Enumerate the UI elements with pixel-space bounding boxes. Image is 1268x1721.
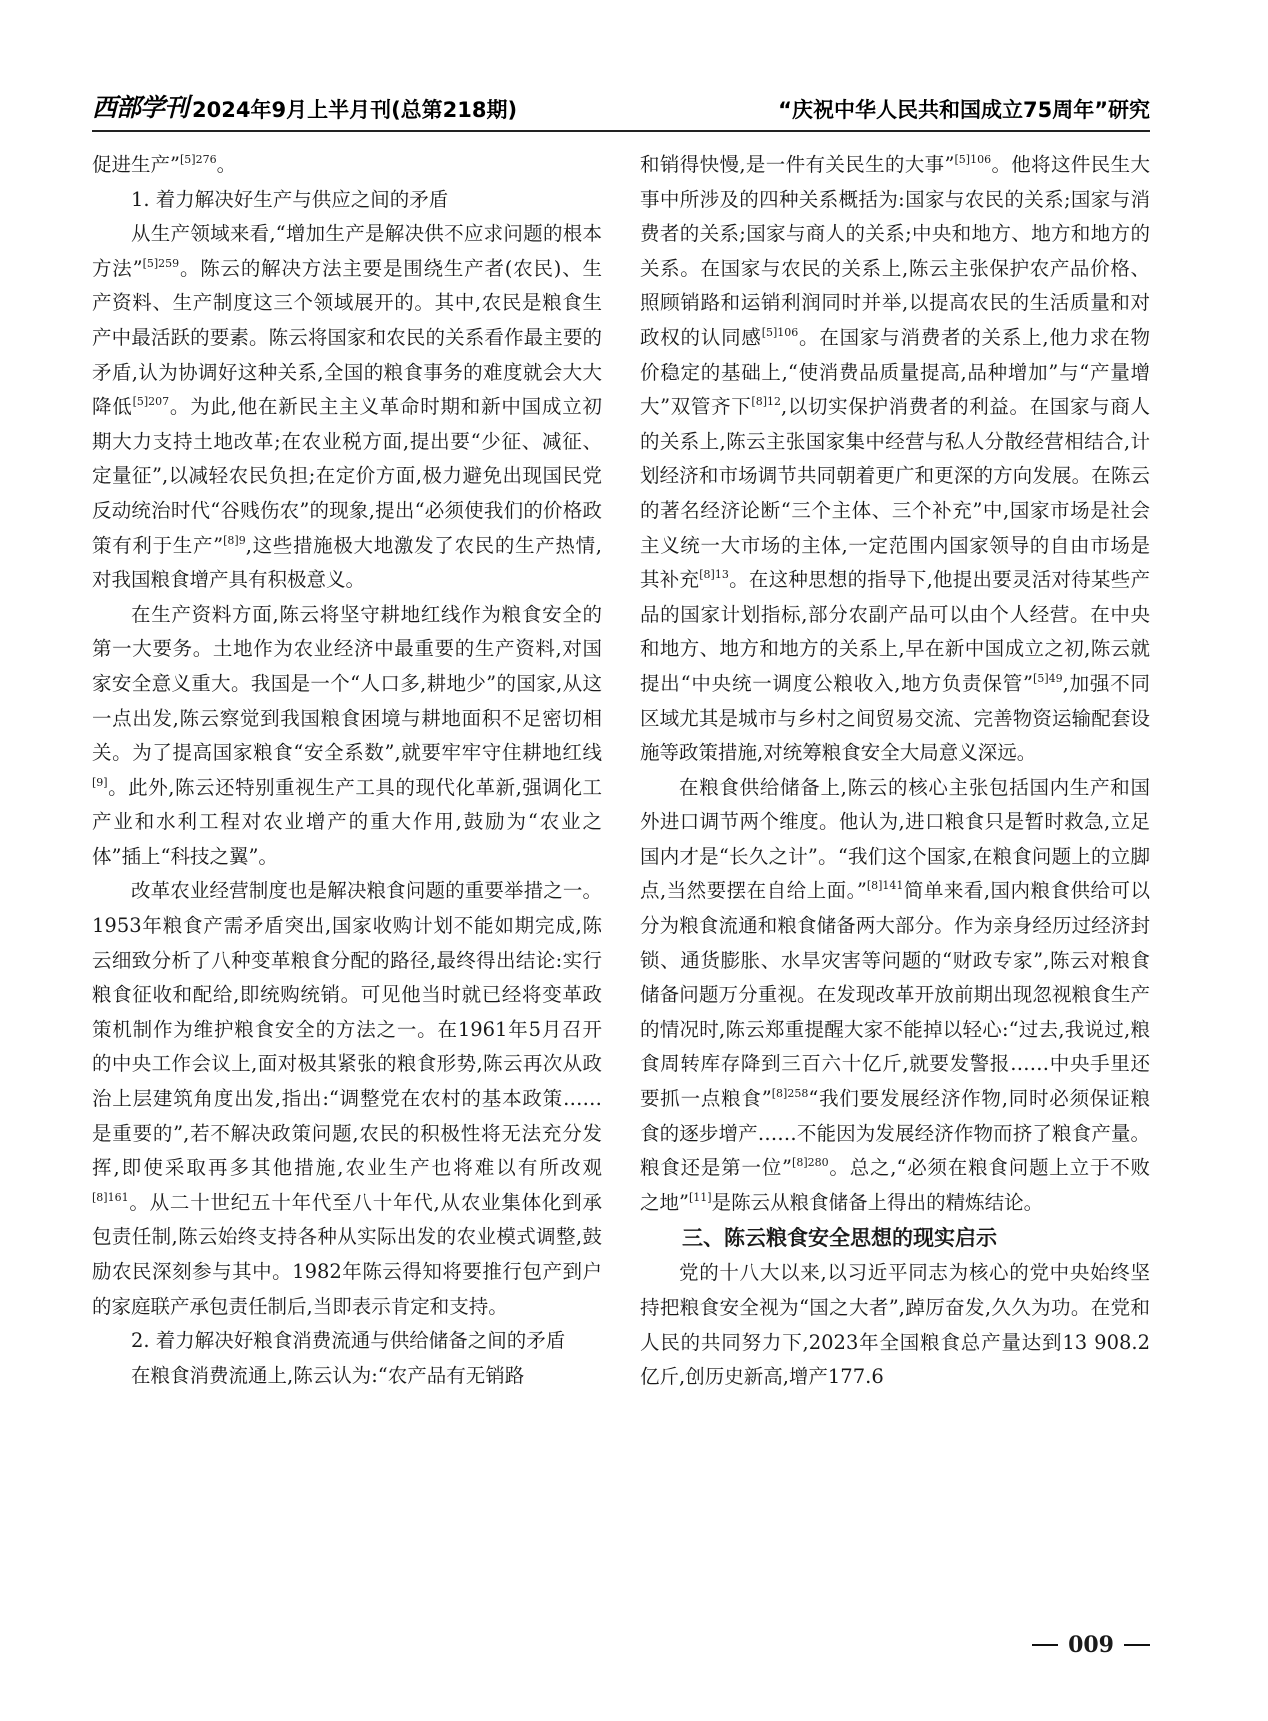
subheading: 1. 着力解决好生产与供应之间的矛盾 — [131, 187, 449, 211]
page-dash-right — [1124, 1644, 1150, 1646]
page-dash-left — [1032, 1644, 1058, 1646]
paragraph: 在粮食供给储备上,陈云的核心主张包括国内生产和国外进口调节两个维度。他认为,进口粮食只是暂时救急,立足国内才是“长久之计”。“我们这个国家,在粮食问题上的立脚点,当然要摆在自给上面。”$^{[8]141}$简单来看,国内粮食供给可以分为粮食流通和粮食储备两大部分。作为亲身经历过经济封锁、通货膨胀、水旱灾害等问题的“财政专家”,陈云对粮食储备问题万分重视。在发现改革开放前期出现忽视粮食生产的情况时,陈云郑重提醒大家不能掉以轻心:“过去,我说过,粮食周转库存降到三百六十亿斤,就要发警报……中央手里还要抓一点粮食”$^{[8]258}$“我们要发展经济作物,同时必须保证粮食的逐步增产……不能因为发展经济作物而挤了粮食产量。粮食还是第一位”$^{[8]280}$。总之,“必须在粮食问题上立于不败之地”[11]是陈云从粮食储备上得出的精炼结论。 — [640, 775, 1150, 1214]
running-header — [92, 84, 1150, 132]
page-number — [1032, 1632, 1150, 1658]
body-columns — [92, 148, 1150, 1618]
header-left — [92, 88, 517, 124]
right-column — [640, 148, 1150, 1618]
journal-logo: 西部学刊 — [92, 93, 189, 122]
paragraph: 促进生产”$^{[5]276}$。 — [92, 153, 237, 176]
issue-info: 2024年9月上半月刊(总第218期) — [192, 98, 518, 122]
section-heading: 三、陈云粮食安全思想的现实启示 — [682, 1226, 997, 1251]
left-column — [92, 148, 602, 1618]
paragraph: 改革农业经营制度也是解决粮食问题的重要举措之一。1953年粮食产需矛盾突出,国家收购计划不能如期完成,陈云细致分析了八种变革粮食分配的路径,最终得出结论:实行粮食征收和配给,即统购统销。可见他当时就已经将变革政策机制作为维护粮食安全的方法之一。在1961年5月召开的中央工作会议上,面对极其紧张的粮食形势,陈云再次从政治上层建筑角度出发,指出:“调整党在农村的基本政策……是重要的”,若不解决政策问题,农民的积极性将无法充分发挥,即使采取再多其他措施,农业生产也将难以有所改观$^{[8]161}$。从二十世纪五十年代至八十年代,从农业集体化到承包责任制,陈云始终支持各种从实际出发的农业模式调整,鼓励农民深刻参与其中。1982年陈云得知将要推行包产到户的家庭联产承包责任制后,当即表示肯定和支持。 — [92, 879, 602, 1318]
paragraph: 和销得快慢,是一件有关民生的大事”$^{[5]106}$。他将这件民生大事中所涉及的四种关系概括为:国家与农民的关系;国家与消费者的关系;国家与商人的关系;中央和地方、地方和地方的关系。在国家与农民的关系上,陈云主张保护农产品价格、照顾销路和运销利润同时并举,以提高农民的生活质量和对政权的认同感$^{[5]106}$。在国家与消费者的关系上,他力求在物价稳定的基础上,“使消费品质量提高,品种增加”与“产量增大”双管齐下$^{[8]12}$,以切实保护消费者的利益。在国家与商人的关系上,陈云主张国家集中经营与私人分散经营相结合,计划经济和市场调节共同朝着更广和更深的方向发展。在陈云的著名经济论断“三个主体、三个补充”中,国家市场是社会主义统一大市场的主体,一定范围内国家领导的自由市场是其补充$^{[8]13}$。在这种思想的指导下,他提出要灵活对待某些产品的国家计划指标,部分农副产品可以由个人经营。在中央和地方、地方和地方的关系上,早在新中国成立之初,陈云就提出“中央统一调度公粮收入,地方负责保管”$^{[5]49}$,加强不同区域尤其是城市与乡村之间贸易交流、完善物资运输配套设施等政策措施,对统筹粮食安全大局意义深远。 — [640, 153, 1151, 765]
paragraph: 党的十八大以来,以习近平同志为核心的党中央始终坚持把粮食安全视为“国之大者”,踔厉奋发,久久为功。在党和人民的共同努力下,2023年全国粮食总产量达到13 908.2亿斤,创历史新高,增产177.6 — [640, 1261, 1150, 1389]
paragraph: 在粮食消费流通上,陈云认为:“农产品有无销路 — [131, 1363, 525, 1387]
page-number-text: 009 — [1068, 1632, 1114, 1658]
subheading: 2. 着力解决好粮食消费流通与供给储备之间的矛盾 — [131, 1329, 566, 1353]
paragraph: 从生产领域来看,“增加生产是解决供不应求问题的根本方法”$^{[5]259}$。陈云的解决方法主要是围绕生产者(农民)、生产资料、生产制度这三个领域展开的。其中,农民是粮食生产中最活跃的要素。陈云将国家和农民的关系看作最主要的矛盾,认为协调好这种关系,全国的粮食事务的难度就会大大降低$^{[5]207}$。为此,他在新民主主义革命时期和新中国成立初期大力支持土地改革;在农业税方面,提出要“少征、减征、定量征”,以减轻农民负担;在定价方面,极力避免出现国民党反动统治时代“谷贱伤农”的现象,提出“必须使我们的价格政策有利于生产”$^{[8]9}$,这些措施极大地激发了农民的生产热情,对我国粮食增产具有积极意义。 — [92, 222, 602, 592]
section-title: “庆祝中华人民共和国成立75周年”研究 — [778, 98, 1150, 122]
paragraph: 在生产资料方面,陈云将坚守耕地红线作为粮食安全的第一大要务。土地作为农业经济中最重要的生产资料,对国家安全意义重大。我国是一个“人口多,耕地少”的国家,从这一点出发,陈云察觉到我国粮食困境与耕地面积不足密切相关。为了提高国家粮食“安全系数”,就要牢牢守住耕地红线[9]。此外,陈云还特别重视生产工具的现代化革新,强调化工产业和水利工程对农业增产的重大作用,鼓励为“农业之体”插上“科技之翼”。 — [92, 602, 602, 868]
